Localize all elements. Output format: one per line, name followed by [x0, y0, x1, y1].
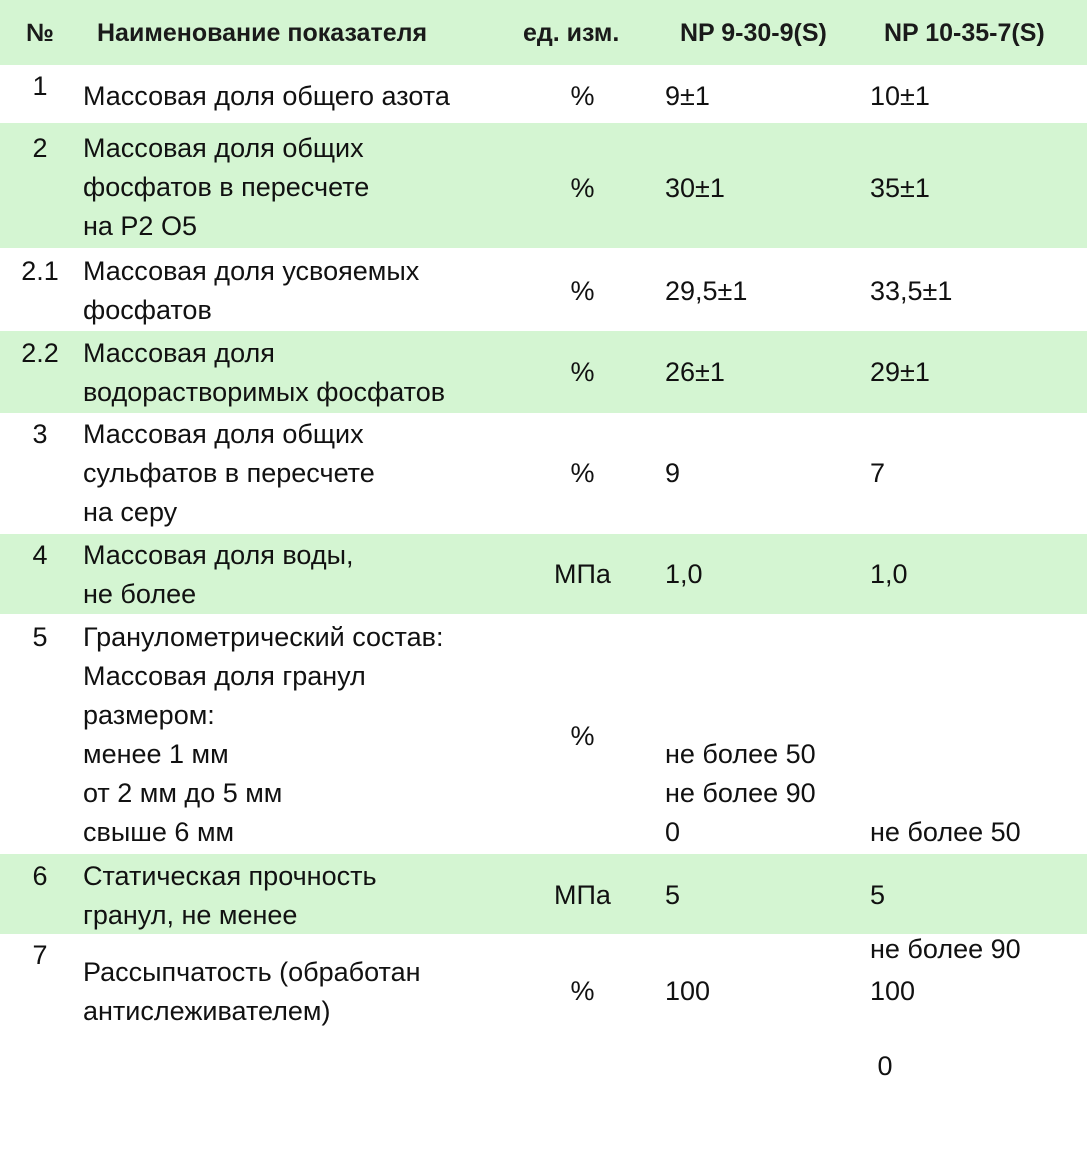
row-name-line: на P2 O5: [83, 211, 197, 241]
row-name-line: антислеживателем): [83, 996, 331, 1026]
row-value-product1: 9±1: [665, 81, 710, 111]
header-name: Наименование показателя: [97, 19, 428, 47]
row-num: 5: [32, 622, 48, 652]
row-value-product1: 100: [665, 976, 711, 1006]
row-name-line: от 2 мм до 5 мм: [83, 778, 283, 808]
row-name: [83, 415, 375, 532]
row-name-line: свыше 6 мм: [83, 817, 235, 847]
row-unit: %: [570, 357, 595, 387]
row-num: 2: [32, 133, 48, 163]
table-row: [0, 854, 1087, 934]
row-name-line: Статическая прочность: [83, 861, 377, 891]
row-name-line: водорастворимых фосфатов: [83, 377, 446, 407]
row-unit: %: [570, 458, 595, 488]
row-name-line: менее 1 мм: [83, 739, 229, 769]
row-name-line: гранул, не менее: [83, 900, 298, 930]
header-num: №: [26, 19, 54, 47]
row-name: [83, 334, 445, 412]
row-num: 4: [32, 540, 48, 570]
table-row: [0, 65, 1087, 123]
table-row: [0, 331, 1087, 413]
row-value-product2: 5: [870, 880, 886, 910]
row-name: [83, 129, 369, 246]
row-name-line: фосфатов: [83, 295, 212, 325]
row-num: 1: [32, 71, 48, 101]
row-name: [83, 618, 443, 852]
row-name-line: Массовая доля усвояемых: [83, 256, 420, 286]
row-value-product2: 10±1: [870, 81, 930, 111]
row-name-line: Массовая доля гранул: [83, 661, 366, 691]
row-name: [83, 953, 421, 1031]
row-name-line: размером:: [83, 700, 215, 730]
row-num: 6: [32, 861, 48, 891]
row-num: 2.1: [21, 256, 59, 286]
row-value-product1: 5: [665, 880, 681, 910]
row-value-line: не более 50: [870, 817, 1021, 847]
row-num: 3: [32, 419, 48, 449]
row-unit: %: [570, 976, 595, 1006]
row-name: [83, 77, 450, 116]
row-value-product1: 9: [665, 458, 681, 488]
row-name-line: не более: [83, 579, 197, 609]
table-header: [0, 0, 1087, 65]
row-value-line: не более 50: [665, 739, 816, 769]
row-value-line: 0: [665, 817, 681, 847]
row-value-line: 0: [870, 1051, 893, 1081]
row-value-product2: 33,5±1: [870, 276, 953, 306]
row-name-line: Массовая доля общих: [83, 419, 364, 449]
row-num: 7: [32, 940, 48, 970]
row-name-line: Гранулометрический состав:: [83, 622, 444, 652]
row-name-line: на серу: [83, 497, 178, 527]
row-unit: %: [570, 721, 595, 751]
row-value-product2: 1,0: [870, 559, 908, 589]
row-name-line: Массовая доля общих: [83, 133, 364, 163]
row-unit: %: [570, 276, 595, 306]
row-name-line: Массовая доля: [83, 338, 275, 368]
row-value-product1: [665, 735, 816, 852]
header-product1: NP 9-30-9(S): [680, 19, 827, 47]
table-row: [0, 413, 1087, 534]
header-unit: ед. изм.: [523, 19, 620, 47]
table-row: [0, 123, 1087, 248]
row-name-line: Массовая доля воды,: [83, 540, 354, 570]
row-name: [83, 536, 354, 614]
row-value-product1: 1,0: [665, 559, 703, 589]
row-name-line: Рассыпчатость (обработан: [83, 957, 421, 987]
row-value-product2: 100: [870, 976, 916, 1006]
row-value-line: не более 90: [870, 934, 1021, 964]
row-value-product1: 30±1: [665, 173, 725, 203]
row-unit: МПа: [554, 880, 611, 910]
row-value-product2: 29±1: [870, 357, 930, 387]
row-value-product1: 26±1: [665, 357, 725, 387]
row-num: 2.2: [21, 338, 59, 368]
table-row: [0, 534, 1087, 614]
row-name: [83, 252, 419, 330]
table-row: [0, 248, 1087, 331]
header-product2: NP 10-35-7(S): [884, 19, 1045, 47]
row-unit: %: [570, 81, 595, 111]
row-unit: %: [570, 173, 595, 203]
row-name: [83, 857, 377, 935]
row-name-line: сульфатов в пересчете: [83, 458, 375, 488]
table-row: [0, 934, 1087, 1031]
row-value-line: не более 90: [665, 778, 816, 808]
row-value-product2: 7: [870, 458, 886, 488]
row-name-line: Массовая доля общего азота: [83, 81, 450, 111]
row-name-line: фосфатов в пересчете: [83, 172, 370, 202]
row-value-product1: 29,5±1: [665, 276, 748, 306]
row-value-product2: 35±1: [870, 173, 930, 203]
row-unit: МПа: [554, 559, 611, 589]
